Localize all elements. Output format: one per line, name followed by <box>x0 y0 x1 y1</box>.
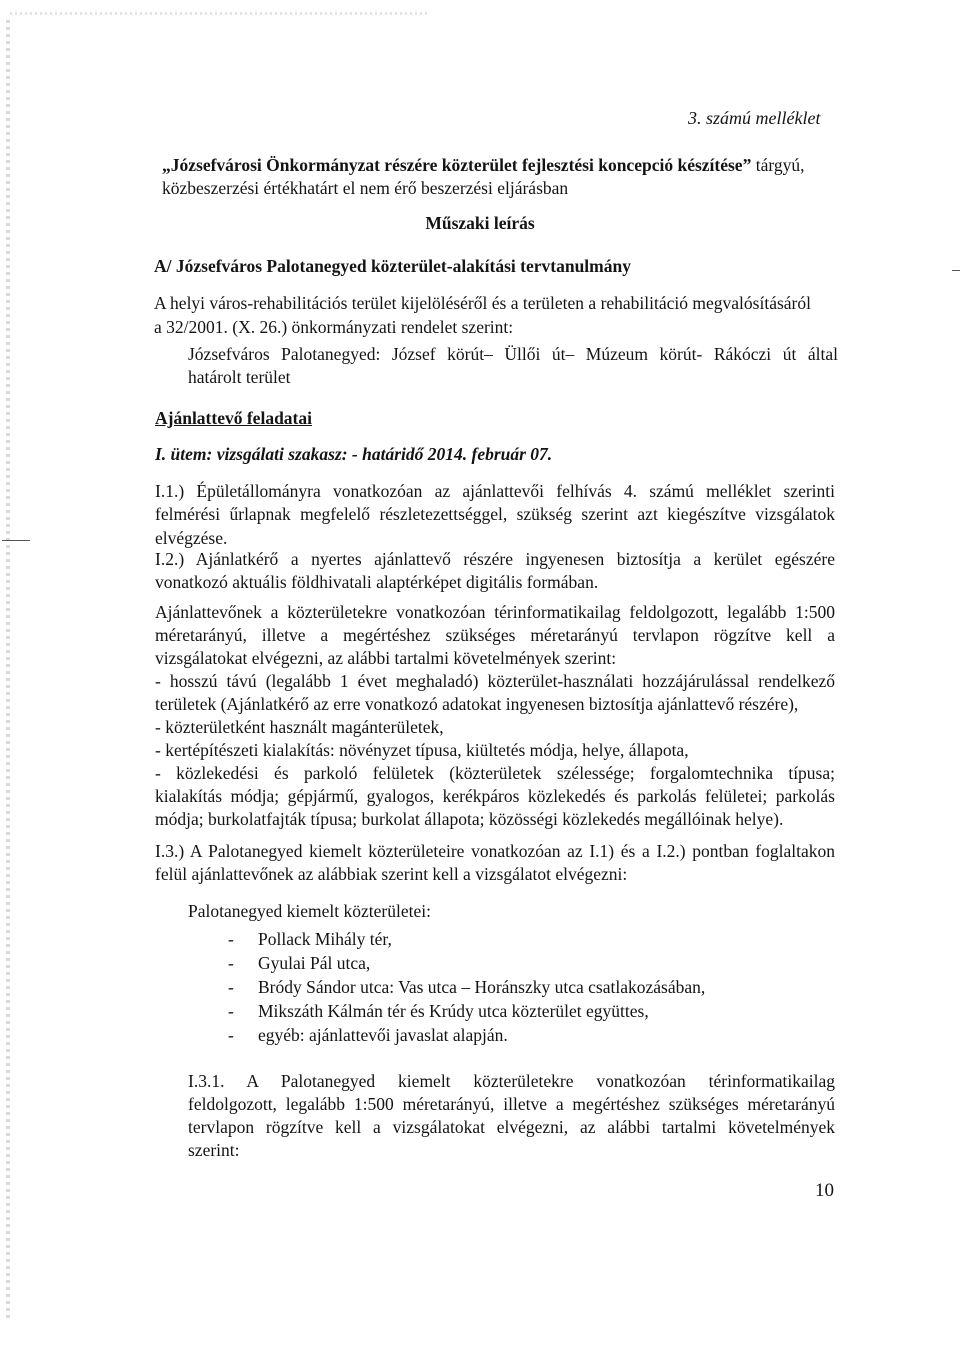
list-dash: - <box>228 953 234 973</box>
document-heading: Műszaki leírás <box>425 213 535 233</box>
list-item <box>228 1000 649 1022</box>
document-subtitle: közbeszerzési értékhatárt el nem érő beszerzési eljárásban <box>162 178 569 198</box>
phase-heading: I. ütem: vizsgálati szakasz: - határidő 2014. február 07. <box>155 444 553 464</box>
paragraph-requirements: vizsgálatokat elvégezni, az alábbi tartalmi követelmények szerint: <box>155 648 617 668</box>
scan-edge-top <box>10 12 430 15</box>
margin-mark <box>2 540 30 541</box>
title-bold: „Józsefvárosi Önkormányzat részére közterület fejlesztési koncepció készítése” <box>162 155 752 175</box>
list-heading: Palotanegyed kiemelt közterületei: <box>188 901 431 921</box>
paragraph-1-2: vonatkozó aktuális földhivatali alaptérképet digitális formában. <box>155 572 599 592</box>
list-dash: - <box>228 929 234 949</box>
intro-line: A helyi város-rehabilitációs terület kijelöléséről és a területen a rehabilitáció megvalósításáról <box>154 293 811 313</box>
area-line: Józsefváros Palotanegyed: József körút– Üllői út– Múzeum körút- Rákóczi út által <box>188 344 838 364</box>
requirement-item: területek (Ajánlatkérő az erre vonatkozó adatokat ingyenesen biztosítja ajánlattevő részére), <box>155 694 799 714</box>
list-dash: - <box>228 977 234 997</box>
requirement-item: - közlekedési és parkoló felületek (közterületek szélessége; forgalomtechnika típusa; <box>155 763 835 783</box>
section-a-heading: A/ Józsefváros Palotanegyed közterület-alakítási tervtanulmány <box>154 256 631 276</box>
paragraph-requirements: Ajánlattevőnek a közterületekre vonatkozóan térinformatikailag feldolgozott, legalább 1:500 <box>155 602 835 622</box>
page-number: 10 <box>815 1180 834 1201</box>
list-item-label: Bródy Sándor utca: Vas utca – Horánszky utca csatlakozásában, <box>258 977 706 997</box>
list-item <box>228 976 705 998</box>
margin-mark <box>952 270 960 271</box>
list-item <box>228 952 370 974</box>
appendix-label: 3. számú melléklet <box>688 108 821 128</box>
paragraph-1-2: I.2.) Ajánlatkérő a nyertes ajánlattevő részére ingyenesen biztosítja a kerület egészére <box>155 549 835 569</box>
list-item-label: Mikszáth Kálmán tér és Krúdy utca közterület együttes, <box>258 1001 649 1021</box>
document-title <box>162 154 804 176</box>
area-line: határolt terület <box>188 367 291 387</box>
list-dash: - <box>228 1025 234 1045</box>
paragraph-1-1: elvégzése. <box>155 528 228 548</box>
list-item-label: Gyulai Pál utca, <box>258 953 371 973</box>
paragraph-1-1: felmérési űrlapnak megfelelő részletezettséggel, szükség szerint azt kiegészítve vizsgálatok <box>155 504 835 524</box>
title-rest: tárgyú, <box>751 155 805 175</box>
list-item <box>228 928 392 950</box>
intro-line: a 32/2001. (X. 26.) önkormányzati rendelet szerint: <box>154 317 514 337</box>
paragraph-1-3-1: tervlapon rögzítve kell a vizsgálatokat elvégezni, az alábbi tartalmi követelmények <box>188 1117 835 1137</box>
requirement-item: - közterületként használt magánterületek, <box>155 717 444 737</box>
requirement-item: - kertépítészeti kialakítás: növényzet típusa, kiültetés módja, helye, állapota, <box>155 740 689 760</box>
list-item-label: Pollack Mihály tér, <box>258 929 392 949</box>
tasks-heading: Ajánlattevő feladatai <box>155 408 312 428</box>
paragraph-1-3: I.3.) A Palotanegyed kiemelt közterületeire vonatkozóan az I.1) és a I.2.) pontban foglaltakon <box>155 841 835 861</box>
list-item <box>228 1024 508 1046</box>
list-dash: - <box>228 1001 234 1021</box>
paragraph-1-3-1: szerint: <box>188 1140 240 1160</box>
paragraph-1-1: I.1.) Épületállományra vonatkozóan az ajánlattevői felhívás 4. számú melléklet szerinti <box>155 481 835 501</box>
paragraph-1-3: felül ajánlattevőnek az alábbiak szerint kell a vizsgálatot elvégezni: <box>155 864 628 884</box>
paragraph-1-3-1: feldolgozott, legalább 1:500 méretarányú, illetve a megértéshez szükséges méretarányú <box>188 1094 835 1114</box>
requirement-item: - hosszú távú (legalább 1 évet meghaladó) közterület-használati hozzájárulással rendelkező <box>155 671 835 691</box>
paragraph-requirements: méretarányú, illetve a megértéshez szükséges méretarányú tervlapon rögzítve kell a <box>155 625 835 645</box>
list-item-label: egyéb: ajánlattevői javaslat alapján. <box>258 1025 508 1045</box>
requirement-item: kialakítás módja; gépjármű, gyalogos, kerékpáros közlekedés és parkolás felületei; parkolás <box>155 786 835 806</box>
requirement-item: módja; burkolatfajták típusa; burkolat állapota; közösségi közlekedés megállóinak helye). <box>155 809 784 829</box>
paragraph-1-3-1: I.3.1. A Palotanegyed kiemelt közterületekre vonatkozóan térinformatikailag <box>188 1071 835 1091</box>
